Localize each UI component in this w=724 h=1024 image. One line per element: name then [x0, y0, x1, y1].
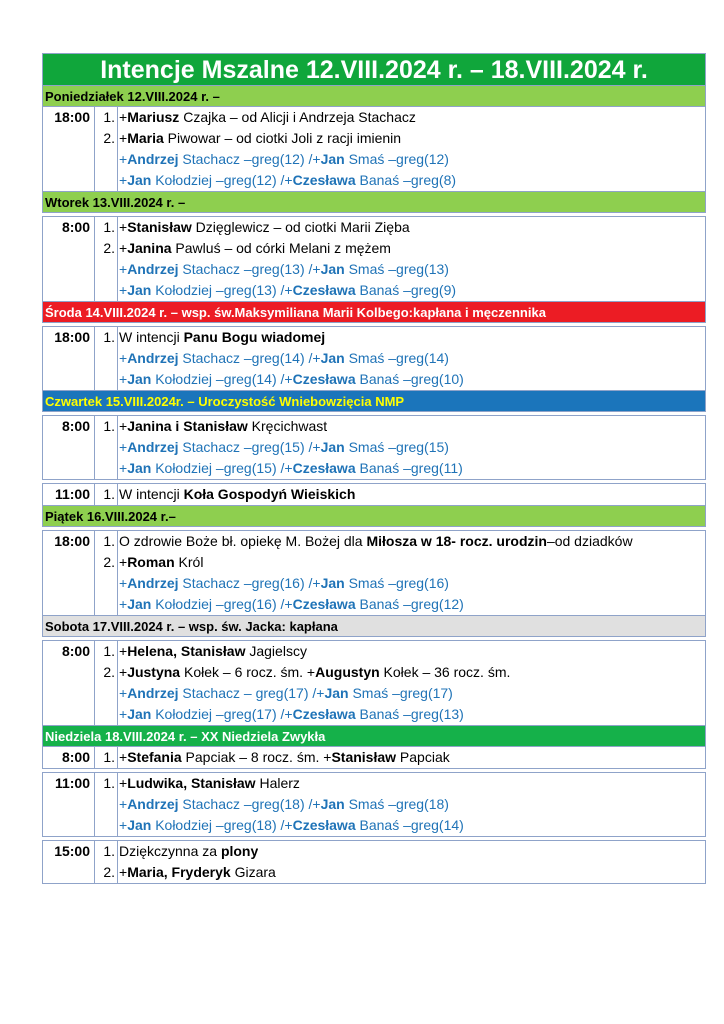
intention-text	[118, 641, 307, 662]
name-emphasis: Stefania	[127, 749, 182, 765]
text-segment: Pawluś – od córki Melani z mężem	[171, 240, 391, 256]
text-segment: Banaś –greg(9)	[355, 282, 457, 298]
text-segment: Kołodziej –greg(13) /+	[151, 282, 293, 298]
text-segment: +	[119, 460, 128, 476]
name-emphasis: Andrzej	[127, 796, 179, 812]
text-segment: Banaś –greg(12)	[355, 596, 464, 612]
intention-list	[95, 773, 705, 836]
intention-number	[95, 573, 118, 594]
intention-text	[118, 704, 464, 725]
text-segment: Stachacz –greg(13) /+	[178, 261, 321, 277]
intention-text	[118, 170, 456, 191]
mass-time: 18:00	[43, 531, 95, 615]
name-emphasis: Jan	[127, 282, 152, 298]
text-segment: Smaś –greg(17)	[348, 685, 453, 701]
mass-slot	[42, 483, 706, 506]
text-segment: +	[119, 261, 128, 277]
intention-list	[95, 327, 705, 390]
intention-number	[95, 704, 118, 725]
gregorian-intention	[95, 369, 705, 390]
text-segment: +	[119, 817, 128, 833]
intention-number	[95, 348, 118, 369]
intention-text	[118, 662, 510, 683]
mass-slot	[42, 216, 706, 302]
text-segment: Smaś –greg(14)	[344, 350, 449, 366]
day-heading: Piątek 16.VIII.2024 r.–	[42, 506, 706, 527]
intention-text	[118, 683, 453, 704]
intention-text	[118, 458, 463, 479]
text-segment: Halerz	[255, 775, 300, 791]
page-title: Intencje Mszalne 12.VIII.2024 r. – 18.VIII.2024 r.	[42, 53, 706, 86]
intention-list	[95, 217, 705, 301]
intention-number	[95, 170, 118, 191]
name-emphasis: Janina	[127, 240, 172, 256]
name-emphasis: Czesława	[292, 706, 356, 722]
intention-list	[95, 841, 705, 883]
name-emphasis: Jan	[320, 575, 345, 591]
day-heading: Czwartek 15.VIII.2024r. – Uroczystość Wniebowzięcia NMP	[42, 391, 706, 412]
name-emphasis: Jan	[320, 151, 345, 167]
text-segment: +	[119, 596, 128, 612]
name-emphasis: Andrzej	[127, 350, 179, 366]
name-emphasis: Jan	[127, 460, 152, 476]
text-segment: Gizara	[230, 864, 276, 880]
name-emphasis: Stanisław	[331, 749, 397, 765]
name-emphasis: Jan	[127, 596, 152, 612]
gregorian-intention	[95, 704, 705, 725]
text-segment: Jagielscy	[245, 643, 307, 659]
text-segment: Stachacz –greg(15) /+	[178, 439, 321, 455]
name-emphasis: Jan	[127, 817, 152, 833]
name-emphasis: Czesława	[292, 282, 356, 298]
intention-number	[95, 437, 118, 458]
day-heading: Poniedziałek 12.VIII.2024 r. –	[42, 86, 706, 107]
text-segment: Kołodziej –greg(12) /+	[151, 172, 293, 188]
text-segment: +	[119, 575, 128, 591]
mass-time: 11:00	[43, 484, 95, 505]
mass-slot	[42, 640, 706, 726]
text-segment: Kołodziej –greg(17) /+	[151, 706, 293, 722]
days-list	[42, 86, 706, 884]
intention-text	[118, 348, 449, 369]
text-segment: +	[119, 706, 128, 722]
mass-time: 8:00	[43, 217, 95, 301]
intention-number: 2.	[95, 128, 118, 149]
text-segment: +	[119, 151, 128, 167]
day-heading: Środa 14.VIII.2024 r. – wsp. św.Maksymiliana Marii Kolbego:kapłana i męczennika	[42, 302, 706, 323]
text-segment: Kręcichwast	[247, 418, 328, 434]
text-segment: Smaś –greg(16)	[344, 575, 449, 591]
mass-slot	[42, 530, 706, 616]
text-segment: Smaś –greg(13)	[344, 261, 449, 277]
intention-number	[95, 149, 118, 170]
intention-number: 1.	[95, 484, 118, 505]
text-segment: +	[119, 282, 128, 298]
intention-number: 2.	[95, 552, 118, 573]
gregorian-intention	[95, 815, 705, 836]
intention-text	[118, 862, 276, 883]
text-segment: +	[119, 664, 128, 680]
intention-number	[95, 594, 118, 615]
text-segment: +	[119, 685, 128, 701]
text-segment: Król	[174, 554, 204, 570]
intention-number: 1.	[95, 107, 118, 128]
intention-number: 1.	[95, 841, 118, 862]
intention-text	[118, 369, 464, 390]
intention-number	[95, 815, 118, 836]
text-segment: Papciak – 8 rocz. śm. +	[181, 749, 332, 765]
name-emphasis: Mariusz	[127, 109, 180, 125]
intention-text	[118, 327, 325, 348]
text-segment: Dzięglewicz – od ciotki Marii Zięba	[191, 219, 410, 235]
mass-slot	[42, 840, 706, 884]
name-emphasis: Czesława	[292, 371, 356, 387]
intention-text	[118, 794, 449, 815]
text-segment: Piwowar – od ciotki Joli z racji imienin	[163, 130, 402, 146]
text-segment: Kołek – 36 rocz. śm.	[379, 664, 511, 680]
name-emphasis: Maria	[127, 130, 164, 146]
intention-text	[118, 437, 449, 458]
text-segment: Kołodziej –greg(14) /+	[151, 371, 293, 387]
intention-row	[95, 641, 705, 662]
text-segment: +	[119, 130, 128, 146]
intention-number: 1.	[95, 416, 118, 437]
intention-row	[95, 327, 705, 348]
intention-number: 1.	[95, 217, 118, 238]
intention-text	[118, 552, 203, 573]
name-emphasis: Jan	[320, 350, 345, 366]
intention-row	[95, 862, 705, 883]
intention-number: 1.	[95, 641, 118, 662]
day-heading: Wtorek 13.VIII.2024 r. –	[42, 192, 706, 213]
intention-row	[95, 238, 705, 259]
text-segment: +	[119, 240, 128, 256]
text-segment: +	[119, 350, 128, 366]
text-segment: Banaś –greg(11)	[355, 460, 463, 476]
name-emphasis: Czesława	[292, 172, 356, 188]
name-emphasis: Miłosza w 18- rocz. urodzin	[366, 533, 547, 549]
name-emphasis: plony	[220, 843, 259, 859]
name-emphasis: Jan	[320, 439, 345, 455]
text-segment: +	[119, 749, 128, 765]
intention-list	[95, 641, 705, 725]
intention-text	[118, 128, 401, 149]
name-emphasis: Andrzej	[127, 261, 179, 277]
text-segment: W intencji	[119, 329, 184, 345]
name-emphasis: Ludwika, Stanisław	[127, 775, 256, 791]
mass-slot	[42, 747, 706, 769]
intention-row	[95, 841, 705, 862]
mass-time: 15:00	[43, 841, 95, 883]
text-segment: Smaś –greg(18)	[344, 796, 449, 812]
text-segment: +	[119, 643, 128, 659]
intention-number: 2.	[95, 662, 118, 683]
intention-row	[95, 662, 705, 683]
intention-number: 1.	[95, 773, 118, 794]
intention-number	[95, 794, 118, 815]
intention-list	[95, 484, 705, 505]
intention-text	[118, 573, 449, 594]
text-segment: +	[119, 371, 128, 387]
intention-row	[95, 773, 705, 794]
name-emphasis: Andrzej	[127, 575, 179, 591]
text-segment: Stachacz –greg(14) /+	[178, 350, 321, 366]
text-segment: Stachacz –greg(16) /+	[178, 575, 321, 591]
intention-text	[118, 841, 258, 862]
text-segment: +	[119, 796, 128, 812]
mass-time: 11:00	[43, 773, 95, 836]
mass-time: 18:00	[43, 327, 95, 390]
text-segment: Banaś –greg(13)	[355, 706, 464, 722]
gregorian-intention	[95, 683, 705, 704]
name-emphasis: Czesława	[292, 817, 356, 833]
text-segment: Banaś –greg(14)	[355, 817, 464, 833]
name-emphasis: Panu Bogu wiadomej	[183, 329, 326, 345]
name-emphasis: Andrzej	[127, 439, 179, 455]
text-segment: Papciak	[396, 749, 450, 765]
intention-list	[95, 416, 705, 479]
name-emphasis: Jan	[127, 706, 152, 722]
intention-text	[118, 416, 327, 437]
day-heading: Niedziela 18.VIII.2024 r. – XX Niedziela Zwykła	[42, 726, 706, 747]
intention-row	[95, 107, 705, 128]
text-segment: Kołodziej –greg(15) /+	[151, 460, 293, 476]
text-segment: O zdrowie Boże bł. opiekę M. Bożej dla	[119, 533, 367, 549]
intention-row	[95, 531, 705, 552]
gregorian-intention	[95, 573, 705, 594]
intention-row	[95, 217, 705, 238]
intention-text	[118, 773, 300, 794]
intention-text	[118, 280, 456, 301]
intention-text	[118, 107, 416, 128]
mass-slot	[42, 326, 706, 391]
text-segment: +	[119, 864, 128, 880]
intention-number: 1.	[95, 747, 118, 768]
text-segment: +	[119, 172, 128, 188]
text-segment: Czajka – od Alicji i Andrzeja Stachacz	[179, 109, 416, 125]
gregorian-intention	[95, 794, 705, 815]
intention-number	[95, 259, 118, 280]
name-emphasis: Augustyn	[315, 664, 380, 680]
intention-text	[118, 531, 633, 552]
gregorian-intention	[95, 458, 705, 479]
name-emphasis: Koła Gospodyń Wieiskich	[183, 486, 356, 502]
name-emphasis: Andrzej	[127, 685, 179, 701]
intention-number	[95, 369, 118, 390]
name-emphasis: Janina i Stanisław	[127, 418, 248, 434]
intention-row	[95, 747, 705, 768]
name-emphasis: Jan	[320, 261, 345, 277]
text-segment: Stachacz – greg(17) /+	[178, 685, 325, 701]
name-emphasis: Helena, Stanisław	[127, 643, 246, 659]
intention-text	[118, 238, 391, 259]
text-segment: +	[119, 109, 128, 125]
text-segment: Smaś –greg(15)	[344, 439, 449, 455]
name-emphasis: Czesława	[292, 460, 356, 476]
name-emphasis: Stanisław	[127, 219, 192, 235]
text-segment: Dziękczynna za	[119, 843, 221, 859]
intention-row	[95, 552, 705, 573]
intention-text	[118, 747, 450, 768]
intention-text	[118, 149, 449, 170]
name-emphasis: Jan	[324, 685, 349, 701]
gregorian-intention	[95, 437, 705, 458]
text-segment: +	[119, 554, 128, 570]
text-segment: Banaś –greg(8)	[355, 172, 457, 188]
name-emphasis: Jan	[127, 371, 152, 387]
text-segment: Stachacz –greg(12) /+	[178, 151, 321, 167]
intention-row	[95, 128, 705, 149]
text-segment: Kołodziej –greg(16) /+	[151, 596, 293, 612]
mass-slot	[42, 415, 706, 480]
gregorian-intention	[95, 280, 705, 301]
mass-time: 8:00	[43, 641, 95, 725]
name-emphasis: Czesława	[292, 596, 356, 612]
name-emphasis: Maria, Fryderyk	[127, 864, 231, 880]
intention-list	[95, 107, 705, 191]
mass-slot	[42, 107, 706, 192]
intention-number: 2.	[95, 238, 118, 259]
intention-text	[118, 484, 355, 505]
text-segment: +	[119, 439, 128, 455]
intention-list	[95, 531, 705, 615]
text-segment: Banaś –greg(10)	[355, 371, 464, 387]
intentions-schedule	[42, 53, 706, 884]
intention-number	[95, 458, 118, 479]
text-segment: +	[119, 219, 128, 235]
mass-slot	[42, 772, 706, 837]
gregorian-intention	[95, 259, 705, 280]
intention-list	[95, 747, 705, 768]
mass-time: 18:00	[43, 107, 95, 191]
text-segment: W intencji	[119, 486, 184, 502]
day-heading: Sobota 17.VIII.2024 r. – wsp. św. Jacka: kapłana	[42, 616, 706, 637]
intention-number	[95, 280, 118, 301]
name-emphasis: Jan	[320, 796, 345, 812]
text-segment: +	[119, 775, 128, 791]
text-segment: Kołek – 6 rocz. śm. +	[180, 664, 316, 680]
intention-number	[95, 683, 118, 704]
intention-text	[118, 594, 464, 615]
name-emphasis: Jan	[127, 172, 152, 188]
gregorian-intention	[95, 348, 705, 369]
name-emphasis: Roman	[127, 554, 175, 570]
intention-row	[95, 416, 705, 437]
intention-text	[118, 259, 449, 280]
intention-text	[118, 217, 410, 238]
gregorian-intention	[95, 170, 705, 191]
intention-row	[95, 484, 705, 505]
intention-number: 1.	[95, 327, 118, 348]
name-emphasis: Andrzej	[127, 151, 179, 167]
text-segment: Stachacz –greg(18) /+	[178, 796, 321, 812]
gregorian-intention	[95, 594, 705, 615]
mass-time: 8:00	[43, 416, 95, 479]
mass-time: 8:00	[43, 747, 95, 768]
gregorian-intention	[95, 149, 705, 170]
text-segment: +	[119, 418, 128, 434]
text-segment: –od dziadków	[546, 533, 633, 549]
intention-text	[118, 815, 464, 836]
text-segment: Smaś –greg(12)	[344, 151, 449, 167]
intention-number: 2.	[95, 862, 118, 883]
intention-number: 1.	[95, 531, 118, 552]
text-segment: Kołodziej –greg(18) /+	[151, 817, 293, 833]
name-emphasis: Justyna	[127, 664, 181, 680]
